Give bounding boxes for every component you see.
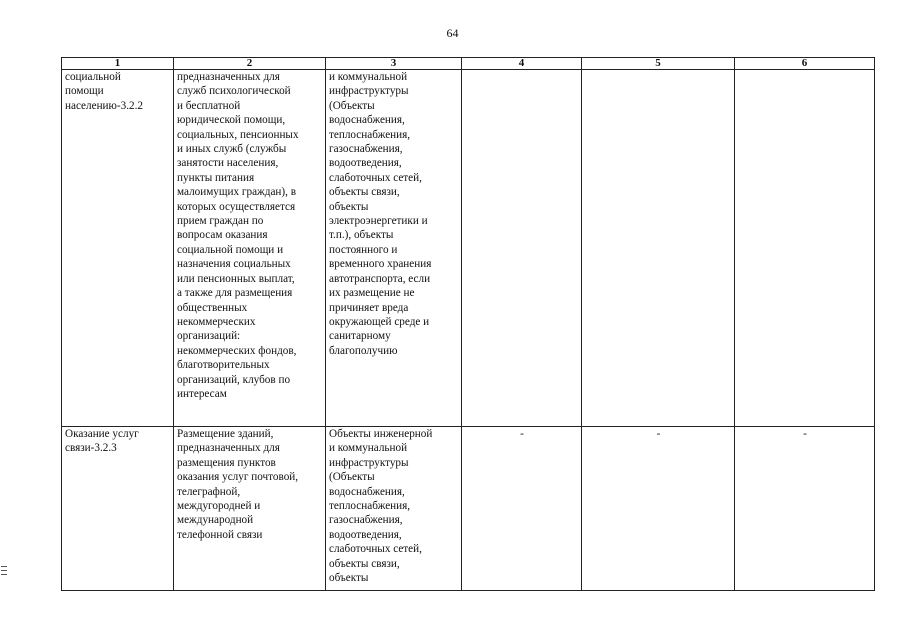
cell-col-5 [582,70,735,427]
cell-text-line: телеграфной, [177,485,241,498]
cell-text-line: санитарному [329,330,391,343]
cell-text-line: организаций: [177,330,241,343]
margin-mark [1,566,7,567]
cell-text-line: окружающей среде и [329,315,430,328]
cell-text-line: объекты [329,572,369,585]
page-number: 64 [446,26,459,40]
cell-text-line: причиняет вреда [329,301,409,314]
header-col-2: 2 [174,58,326,70]
cell-use-type [62,427,174,591]
cell-text-line: Размещение зданий, [177,428,274,440]
cell-col-6: - [735,427,875,591]
cell-description [174,427,326,591]
cell-text-line: Объекты инженерной [329,428,433,440]
cell-text-line: водоотведения, [329,528,402,541]
cell-text-line: слаботочных сетей, [329,543,422,556]
cell-col-5: - [582,427,735,591]
cell-text-line: и коммунальной [329,442,408,455]
cell-text-line: оказания услуг почтовой, [177,471,299,484]
cell-text-line: электроэнергетики и [329,215,428,228]
cell-text-line: общественных [177,301,248,314]
cell-text-line: автотранспорта, если [329,272,431,285]
cell-text-line: социальной помощи и [177,243,284,256]
cell-text-line: объекты связи, [329,186,400,199]
cell-text-line: а также для размещения [177,287,293,300]
cell-text-line: международной [177,514,254,527]
header-col-4: 4 [462,58,582,70]
cell-text-line: временного хранения [329,258,432,271]
cell-text-line: слаботочных сетей, [329,171,422,184]
cell-text-line: и коммунальной [329,71,408,83]
cell-text-line: размещения пунктов [177,456,276,469]
margin-mark [1,570,7,571]
cell-text-line: газоснабжения, [329,514,403,527]
cell-text-line: и иных служб (службы [177,143,287,156]
cell-text-line: объекты связи, [329,557,400,570]
table-row [62,70,875,427]
cell-text-line: прием граждан по [177,215,264,228]
cell-text-line: объекты [329,200,369,213]
cell-text-line: благополучию [329,344,398,357]
cell-text-line: теплоснабжения, [329,500,411,513]
cell-text-line: связи-3.2.3 [65,442,117,455]
cell-text-line: водоснабжения, [329,114,405,127]
table-row [62,427,875,591]
header-col-6: 6 [735,58,875,70]
cell-text-line: некоммерческих [177,315,256,328]
cell-text-line: инфраструктуры [329,456,409,469]
cell-text-line: вопросам оказания [177,229,268,242]
cell-col-4: - [462,427,582,591]
cell-text-line: Оказание услуг [65,428,139,440]
cell-text-line: и бесплатной [177,99,241,112]
cell-text-line: предназначенных для [177,71,280,83]
cell-text-line: (Объекты [329,99,375,112]
cell-text-line: населению-3.2.2 [65,99,144,112]
cell-text-line: водоснабжения, [329,485,405,498]
cell-text-line: водоотведения, [329,157,402,170]
cell-objects [326,70,462,427]
cell-text-line: предназначенных для [177,442,280,455]
cell-description [174,70,326,427]
cell-text-line: или пенсионных выплат, [177,272,295,285]
cell-text-line: (Объекты [329,471,375,484]
header-col-1: 1 [62,58,174,70]
cell-col-4 [462,70,582,427]
land-use-table [61,57,875,591]
cell-text-line: газоснабжения, [329,143,403,156]
cell-text-line: социальной [65,71,121,83]
cell-text-line: их размещение не [329,287,415,300]
margin-mark [1,574,7,575]
cell-text-line: телефонной связи [177,528,263,541]
cell-text-line: юридической помощи, [177,114,286,127]
cell-use-type [62,70,174,427]
cell-text-line: социальных, пенсионных [177,128,299,141]
table-header-row [62,58,875,70]
cell-objects [326,427,462,591]
cell-text-line: интересам [177,387,227,400]
cell-text-line: инфраструктуры [329,85,409,98]
cell-text-line: благотворительных [177,359,270,372]
header-col-3: 3 [326,58,462,70]
cell-col-6 [735,70,875,427]
cell-text-line: занятости населения, [177,157,279,170]
cell-text-line: малоимущих граждан), в [177,186,297,199]
cell-text-line: служб психологической [177,85,291,98]
cell-text-line: постоянного и [329,243,398,256]
cell-text-line: помощи [65,85,104,98]
cell-text-line: некоммерческих фондов, [177,344,297,357]
cell-text-line: т.п.), объекты [329,229,394,242]
cell-text-line: пункты питания [177,171,255,184]
header-col-5: 5 [582,58,735,70]
cell-text-line: междугородней и [177,500,261,513]
cell-text-line: теплоснабжения, [329,128,411,141]
cell-text-line: назначения социальных [177,258,291,271]
cell-text-line: организаций, клубов по [177,373,291,386]
cell-text-line: которых осуществляется [177,200,296,213]
